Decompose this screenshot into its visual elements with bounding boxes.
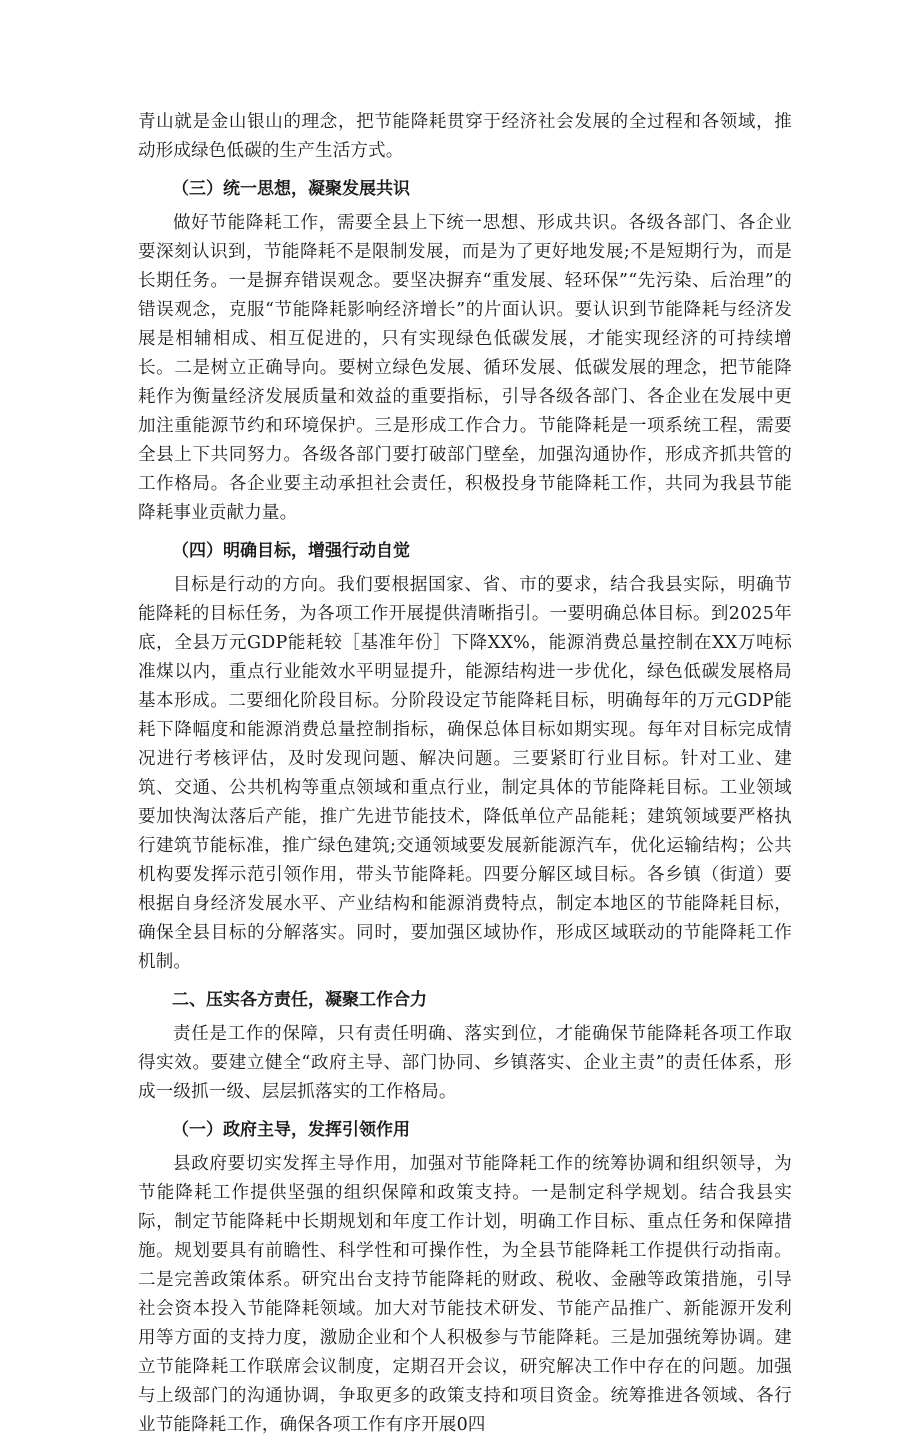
paragraph-responsibility: 责任是工作的保障，只有责任明确、落实到位，才能确保节能降耗各项工作取得实效。要建立健全“政府主导、部门协同、乡镇落实、企业主责”的责任体系，形成一级抓一级、层层抓落实的工作格局。 [138, 1024, 792, 1102]
paragraph-clear-goals: 目标是行动的方向。我们要根据国家、省、市的要求，结合我县实际，明确节能降耗的目标任务，为各项工作开展提供清晰指引。一要明确总体目标。到2025年底，全县万元GDP能耗较［基准年份］下降XX%，能源消费总量控制在XX万吨标准煤以内，重点行业能效水平明显提升，能源结构进一步优化，绿色低碳发展格局基本形成。二要细化阶段目标。分阶段设定节能降耗目标，明确每年的万元GDP能耗下降幅度和能源消费总量控制指标，确保总体目标如期实现。每年对目标完成情况进行考核评估，及时发现问题、解决问题。三要紧盯行业目标。针对工业、建筑、交通、公共机构等重点领域和重点行业，制定具体的节能降耗目标。工业领域要加快淘汰落后产能，推广先进节能技术，降低单位产品能耗；建筑领域要严格执行建筑节能标准，推广绿色建筑;交通领域要发展新能源汽车，优化运输结构；公共机构要发挥示范引领作用，带头节能降耗。四要分解区域目标。各乡镇（街道）要根据自身经济发展水平、产业结构和能源消费特点，制定本地区的节能降耗目标，确保全县目标的分解落实。同时，要加强区域协作，形成区域联动的节能降耗工作机制。 [138, 575, 792, 972]
chapter-heading-responsibility: 二、压实各方责任，凝聚工作合力 [172, 990, 427, 1010]
paragraph-government-led: 县政府要切实发挥主导作用，加强对节能降耗工作的统筹协调和组织领导，为节能降耗工作提供坚强的组织保障和政策支持。一是制定科学规划。结合我县实际，制定节能降耗中长期规划和年度工作计划，明确工作目标、重点任务和保障措施。规划要具有前瞻性、科学性和可操作性，为全县节能降耗工作提供行动指南。二是完善政策体系。研究出台支持节能降耗的财政、税收、金融等政策措施，引导社会资本投入节能降耗领域。加大对节能技术研发、节能产品推广、新能源开发利用等方面的支持力度，激励企业和个人积极参与节能降耗。三是加强统筹协调。建立节能降耗工作联席会议制度，定期召开会议，研究解决工作中存在的问题。加强与上级部门的沟通协调，争取更多的政策支持和项目资金。统筹推进各领域、各行业节能降耗工作，确保各项工作有序开展0四 [138, 1154, 792, 1435]
section-heading-government-led: （一）政府主导，发挥引领作用 [172, 1120, 410, 1140]
paragraph-intro-continued: 青山就是金山银山的理念，把节能降耗贯穿于经济社会发展的全过程和各领域，推动形成绿色低碳的生产生活方式。 [138, 112, 792, 161]
section-heading-clear-goals: （四）明确目标，增强行动自觉 [172, 541, 410, 561]
section-heading-unify-thinking: （三）统一思想，凝聚发展共识 [172, 179, 410, 199]
document-page [138, 108, 792, 1440]
paragraph-unify-thinking: 做好节能降耗工作，需要全县上下统一思想、形成共识。各级各部门、各企业要深刻认识到，节能降耗不是限制发展，而是为了更好地发展;不是短期行为，而是长期任务。一是摒弃错误观念。要坚决摒弃“重发展、轻环保”“先污染、后治理”的错误观念，克服“节能降耗影响经济增长”的片面认识。要认识到节能降耗与经济发展是相辅相成、相互促进的，只有实现绿色低碳发展，才能实现经济的可持续增长。二是树立正确导向。要树立绿色发展、循环发展、低碳发展的理念，把节能降耗作为衡量经济发展质量和效益的重要指标，引导各级各部门、各企业在发展中更加注重能源节约和环境保护。三是形成工作合力。节能降耗是一项系统工程，需要全县上下共同努力。各级各部门要打破部门壁垒，加强沟通协作，形成齐抓共管的工作格局。各企业要主动承担社会责任，积极投身节能降耗工作，共同为我县节能降耗事业贡献力量。 [138, 213, 792, 523]
